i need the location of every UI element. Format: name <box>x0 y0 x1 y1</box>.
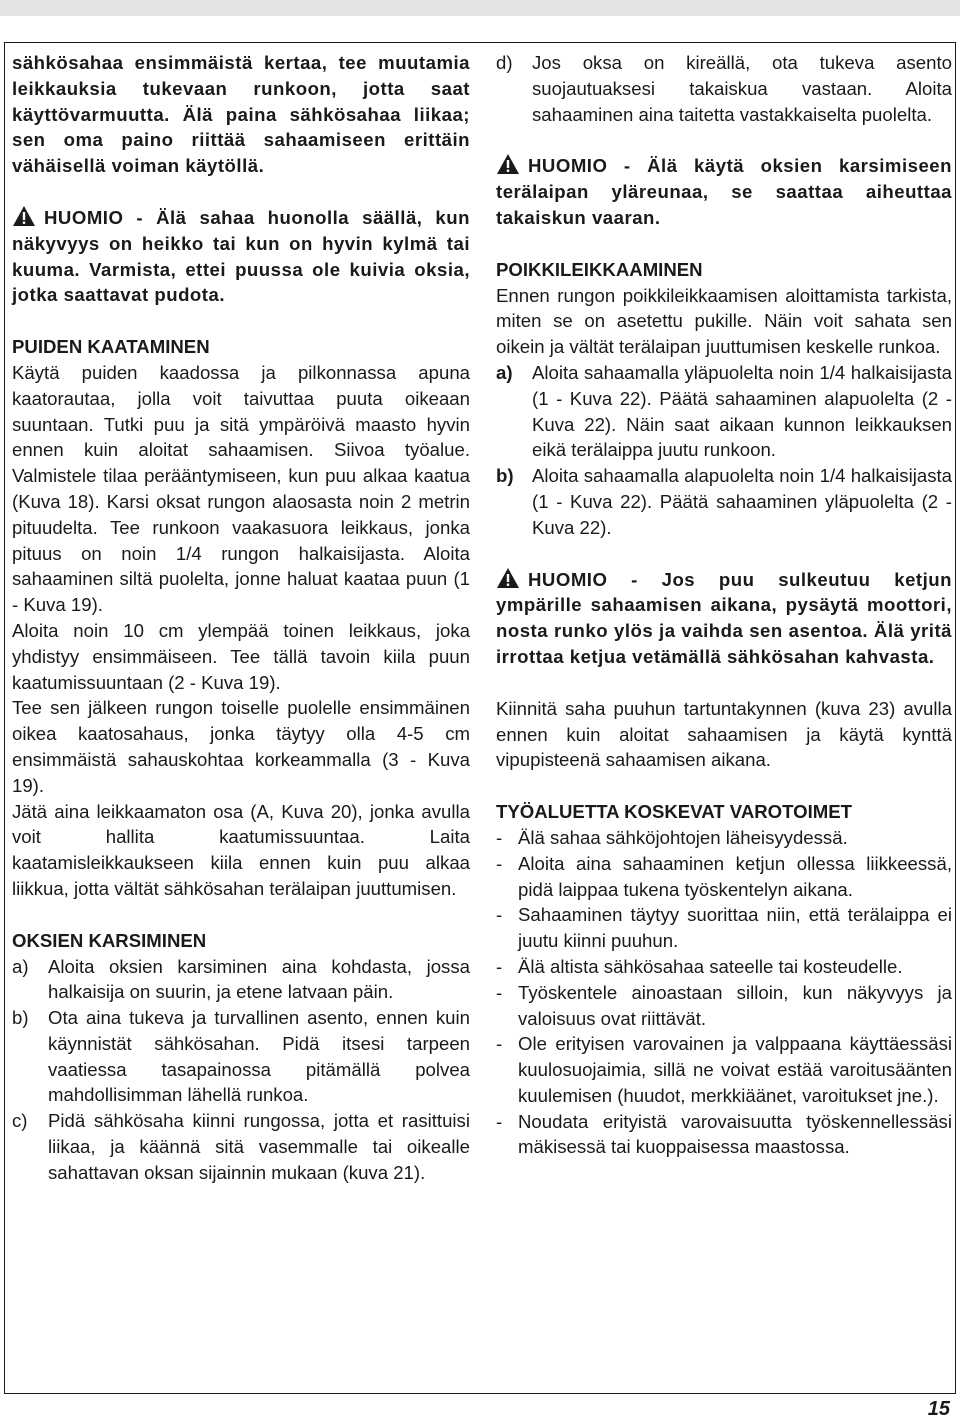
warning-icon <box>496 567 520 589</box>
warning-text: HUOMIO - Älä käytä oksien karsimiseen terälaipan yläreunaa, se saattaa aiheuttaa takaiskun vaaran. <box>496 155 952 228</box>
list-text: Sahaaminen täytyy suorittaa niin, että terälaippa ei juutu kiinni puuhun. <box>518 904 952 952</box>
warning-icon <box>12 205 36 227</box>
list-item <box>496 902 952 954</box>
felling-paragraph-2: Aloita noin 10 cm ylempää toinen leikkaus, joka yhdistyy ensimmäiseen. Tee tällä tavoin kiila puun kaatumissuuntaan (2 - Kuva 19). <box>12 619 470 693</box>
crosscut-heading: POIKKILEIKKAAMINEN <box>496 258 703 280</box>
list-item <box>496 954 952 980</box>
list-item <box>496 825 952 851</box>
list-marker: d) <box>496 52 513 73</box>
warning-text: HUOMIO - Älä sahaa huonolla säällä, kun näkyvyys on heikko tai kun on hyvin kylmä tai kuuma. Varmista, ettei puussa ole kuivia oksia, jotka saattavat pudota. <box>12 206 470 306</box>
spike-paragraph: Kiinnitä saha puuhun tartuntakynnen (kuva 23) avulla ennen kuin aloitat sahaamisen ja käytä kynttä vipupisteenä sahaamisen aikana. <box>496 697 952 771</box>
list-item <box>496 980 952 1032</box>
right-column <box>496 50 952 1160</box>
crosscut-intro: Ennen rungon poikkileikkaamisen aloittamista tarkista, miten se on asetettu pukille. Näin voit sahata sen oikein ja vältät terälaipan juuttumisen keskelle runkoa. <box>496 284 952 358</box>
list-text: Ole erityisen varovainen ja valppaana käyttäessäsi kuulosuojaimia, sillä ne voivat estää varoitusäänten kuulemisen (huudot, merkkiäänet, varoitukset jne.). <box>518 1033 952 1106</box>
felling-paragraph-4: Jätä aina leikkaamaton osa (A, Kuva 20), jonka avulla voit hallita kaatumissuuntaa. Laita kaatamisleikkaukseen kiila ennen kuin puu alkaa liikkua, jotta vältät sähkösahan terälaipan juuttumisen. <box>12 800 470 899</box>
workarea-heading: TYÖALUETTA KOSKEVAT VAROTOIMET <box>496 801 853 823</box>
list-marker: - <box>496 981 503 1003</box>
list-marker: - <box>496 852 503 874</box>
list-text: Pidä sähkösaha kiinni rungossa, jotta et rasittuisi liikaa, ja käännä sitä vasemmalle tai oikealle sahattavan oksan sijainnin mukaan (kuva 21). <box>48 1110 470 1183</box>
felling-paragraph-1: Käytä puiden kaadossa ja pilkonnassa apuna kaatorautaa, jolla voit taivuttaa puuta oikeaan suuntaan. Tutki puu ja sitä ympäröivä maasto hyvin ennen kuin aloitat sahaamisen. Siivoa työalue. Valmistele tilaa perääntymiseen, kun puu alkaa kaatua (Kuva 18). Karsi oksat rungon alaosasta noin 2 metrin pituudelta. Tee runkoon vaakasuora leikkaus, jonka pituus on noin 1/4 rungon halkaisijasta. Aloita sahaaminen siltä puolelta, jonne haluat kaataa puun (1 - Kuva 19). <box>12 361 470 616</box>
list-marker: b) <box>12 1007 29 1029</box>
list-text: Aloita oksien karsiminen aina kohdasta, jossa halkaisija on suurin, ja etene latvaan päin. <box>48 955 470 1003</box>
list-item <box>12 1108 470 1185</box>
list-item <box>496 50 952 127</box>
list-item <box>496 463 952 540</box>
list-marker: a) <box>496 361 513 383</box>
list-text: Älä sahaa sähköjohtojen läheisyydessä. <box>518 826 848 848</box>
list-text: Noudata erityistä varovaisuutta työskennellessäsi mäkisessä tai kuoppaisessa maastossa. <box>518 1110 952 1158</box>
list-text: Aloita sahaamalla yläpuolelta noin 1/4 halkaisijasta (1 - Kuva 22). Päätä sahaaminen alapuolelta (2 - Kuva 22). Näin saat aikaan kunnon leikkauksen eikä terälaippa juutu runkoon. <box>532 361 952 461</box>
warning-pinched-chain <box>496 567 952 670</box>
intro-paragraph: sähkösahaa ensimmäistä kertaa, tee muutamia leikkauksia tukevaan runkoon, jotta saat käyttövarmuutta. Älä paina sähkösahaa liikaa; sen oma paino riittää sahaamiseen erittäin vähäisellä voiman käytöllä. <box>12 52 470 177</box>
list-marker: - <box>496 826 503 848</box>
list-item <box>496 1109 952 1161</box>
list-marker: - <box>496 1033 503 1055</box>
left-column <box>12 50 470 1186</box>
top-bar <box>0 0 960 16</box>
list-item <box>496 851 952 903</box>
list-marker: - <box>496 904 503 926</box>
list-marker: c) <box>12 1110 28 1132</box>
warning-text: HUOMIO - Jos puu sulkeutuu ketjun ympärille sahaamisen aikana, pysäytä moottori, nosta runko ylös ja vaihda sen asentoa. Älä yritä irrottaa ketjua vetämällä sähkösahan kahvasta. <box>496 568 952 667</box>
list-text: Jos oksa on kireällä, ota tukeva asento suojautuaksesi takaiskua vastaan. Aloita sahaaminen aina taitetta vastakkaiselta puolelta. <box>532 52 952 125</box>
felling-paragraph-3: Tee sen jälkeen rungon toiselle puolelle ensimmäinen oikea kaatosahaus, jonka täytyy olla 4-5 cm ensimmäistä sahauskohtaa korkeammalla (3 - Kuva 19). <box>12 697 470 796</box>
list-text: Työskentele ainoastaan silloin, kun näkyvyys ja valoisuus ovat riittävät. <box>518 981 952 1029</box>
warning-kickback <box>496 153 952 230</box>
list-item <box>496 1031 952 1108</box>
list-item <box>12 1005 470 1108</box>
list-text: Aloita aina sahaaminen ketjun ollessa liikkeessä, pidä laippaa tukena työskentelyn aikana. <box>518 852 952 900</box>
list-marker: a) <box>12 955 29 977</box>
warning-icon <box>496 153 520 175</box>
warning-bad-weather <box>12 205 470 308</box>
list-marker: - <box>496 955 503 977</box>
list-text: Aloita sahaamalla alapuolelta noin 1/4 halkaisijasta (1 - Kuva 22). Päätä sahaaminen yläpuolelta (2 - Kuva 22). <box>532 465 952 538</box>
list-marker: b) <box>496 465 514 487</box>
list-marker: - <box>496 1110 503 1132</box>
page-number: 15 <box>927 1398 950 1420</box>
list-text: Älä altista sähkösahaa sateelle tai kosteudelle. <box>518 955 903 977</box>
limbing-heading: OKSIEN KARSIMINEN <box>12 929 207 951</box>
felling-heading: PUIDEN KAATAMINEN <box>12 336 210 358</box>
list-item <box>12 954 470 1006</box>
list-item <box>496 360 952 463</box>
list-text: Ota aina tukeva ja turvallinen asento, ennen kuin käynnistät sähkösahan. Pidä itsesi tarpeen vaatiessa tasapainossa pitämällä polvea mahdollisimman lähellä runkoa. <box>48 1007 470 1106</box>
